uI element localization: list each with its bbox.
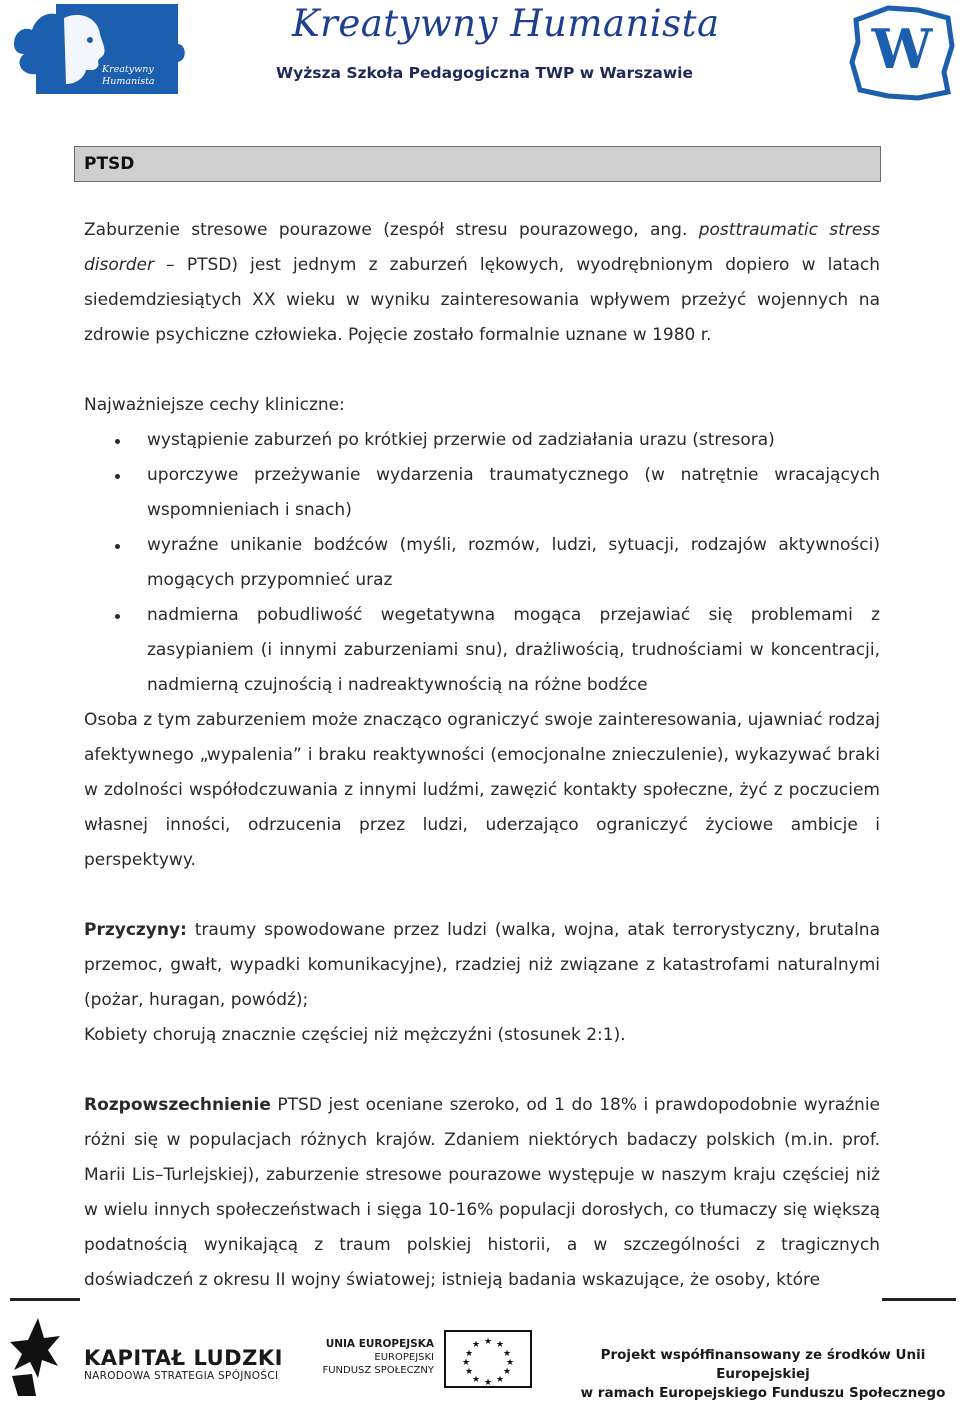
svg-text:★: ★ [502,1349,512,1359]
spacer [84,878,880,913]
section-title-box [74,146,881,182]
page-title: PTSD [84,154,135,174]
kapital-ludzki-star-icon [8,1316,62,1398]
intro-english-term: posttraumatic stress disorder [84,220,880,275]
bullet-icon [115,544,120,549]
logo-right-letter: W [871,17,933,81]
document-body [84,213,880,1298]
svg-text:★: ★ [495,1340,505,1350]
kapital-ludzki-title: KAPITAŁ LUDZKI [84,1346,283,1370]
svg-text:★: ★ [505,1358,515,1368]
intro-paragraph [84,213,880,353]
spacer [84,353,880,388]
list-item-text: wyraźne unikanie bodźców (myśli, rozmów, ludzi, sytuacji, rodzajów aktywności) mogących przypomnieć uraz [147,535,880,590]
page-footer [0,1312,960,1402]
list-item-text: nadmierna pobudliwość wegetatywna mogąca przejawiać się problemami z zasypianiem (i innymi zaburzeniami snu), drażliwością, trudnościami w koncentracji, nadmierną czujnością i nadreaktywnością na różne bodźce [147,605,880,695]
list-item [84,598,880,703]
prevalence-text: PTSD jest oceniane szeroko, od 1 do 18% i prawdopodobnie wyraźnie różni się w populacjach różnych krajów. Zdaniem niektórych badaczy polskich (m.in. prof. Marii Lis–Turlejskiej), zaburzenie stresowe pourazowe występuje w naszym kraju częściej niż w wielu innych społeczeństwach i sięga 10-16% populacji dorosłych, co tłumaczy się większą podatnością wynikającą z traum polskiej historii, a w szczególności z tragicznych doświadczeń z okresu II wojny światowej; istnieją badania wskazujące, że osoby, które [84,1095,880,1290]
list-item [84,528,880,598]
svg-text:★: ★ [483,1378,493,1388]
eu-fund-text [322,1338,434,1377]
bullet-icon [115,614,120,619]
kapital-ludzki-subtitle: NARODOWA STRATEGIA SPÓJNOŚCI [84,1370,279,1382]
causes-text: traumy spowodowane przez ludzi (walka, wojna, atak terrorystyczny, brutalna przemoc, gwałt, wypadki komunikacyjne), rzadziej niż związane z katastrofami naturalnymi (pożar, huragan, powódź); [84,920,880,1010]
intro-text-a: Zaburzenie stresowe pourazowe (zespół stresu pourazowego, ang. [84,220,699,240]
svg-text:★: ★ [464,1367,474,1377]
list-item [84,458,880,528]
spacer [84,1053,880,1088]
svg-text:★: ★ [471,1340,481,1350]
project-funding-text [568,1346,958,1403]
footer-rule-left [10,1298,80,1301]
eu-line3: FUNDUSZ SPOŁECZNY [322,1365,434,1376]
svg-text:★: ★ [502,1367,512,1377]
features-heading: Najważniejsze cechy kliniczne: [84,395,345,415]
prevalence-label: Rozpowszechnienie [84,1095,271,1115]
logo-left-caption [102,64,172,88]
features-after-paragraph: Osoba z tym zaburzeniem może znacząco ograniczyć swoje zainteresowania, ujawniać rodzaj afektywnego „wypalenia” i braku reaktywności (emocjonalne znieczulenie), wykazywać braki w zdolności współodczuwania z innymi ludźmi, zawęzić kontakty społeczne, żyć z poczuciem własnej inności, odrzucenia przez ludzi, uderzająco ograniczyć życiowe ambicje i perspektywy. [84,710,880,870]
causes-label: Przyczyny: [84,920,187,940]
eu-line2: EUROPEJSKI [374,1352,434,1363]
project-line2: w ramach Europejskiego Funduszu Społecznego [580,1385,946,1401]
list-item-text: uporczywe przeżywanie wydarzenia traumatycznego (w natrętnie wracających wspomnieniach i snach) [147,465,880,520]
svg-text:★: ★ [495,1375,505,1385]
bullet-icon [115,474,120,479]
page-header [0,0,960,110]
causes-paragraph [84,913,880,1018]
bullet-icon [115,439,120,444]
eu-flag-icon [444,1330,532,1388]
svg-text:★: ★ [464,1349,474,1359]
list-item [84,423,880,458]
prevalence-paragraph [84,1088,880,1298]
brand-subtitle: Wyższa Szkoła Pedagogiczna TWP w Warszawie [276,64,693,82]
women-paragraph: Kobiety chorują znacznie częściej niż mężczyźni (stosunek 2:1). [84,1025,626,1045]
svg-text:★: ★ [471,1375,481,1385]
intro-text-b: – PTSD) jest jednym z zaburzeń lękowych, wyodrębnionym dopiero w latach siedemdziesiątych XX wieku w wyniku zainteresowania wpływem przeżyć wojennych na zdrowie psychiczne człowieka. Pojęcie zostało formalnie uznane w 1980 r. [84,255,880,345]
svg-text:★: ★ [461,1358,471,1368]
logo-left-caption-line2: Humanista [102,76,155,87]
logo-left-caption-line1: Kreatywny [102,64,154,75]
footer-rule-right [882,1298,956,1301]
svg-text:★: ★ [483,1337,493,1347]
project-line1: Projekt współfinansowany ze środków Unii Europejskiej [600,1347,926,1382]
list-item-text: wystąpienie zaburzeń po krótkiej przerwie od zadziałania urazu (stresora) [147,430,775,450]
wsp-twp-logo [848,2,956,102]
eu-line1: UNIA EUROPEJSKA [325,1338,434,1350]
features-list [84,423,880,703]
brand-title: Kreatywny Humanista [292,2,720,45]
